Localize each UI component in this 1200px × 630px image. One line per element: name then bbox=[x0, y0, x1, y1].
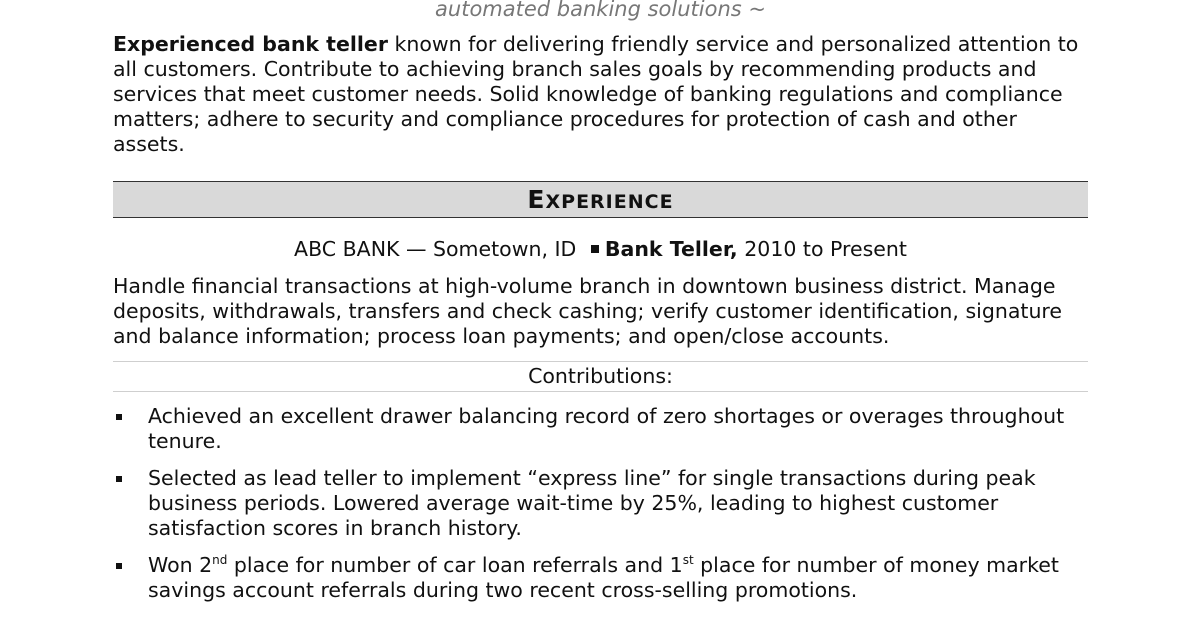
contribution-text-part: place for number of money market savings account referrals during two recent cross-selling promotions. bbox=[148, 553, 1059, 602]
contributions-list bbox=[113, 404, 1088, 603]
contribution-text-part: Won 2 bbox=[148, 553, 213, 577]
ordinal-suffix: nd bbox=[212, 553, 228, 567]
ordinal-suffix: st bbox=[682, 553, 694, 567]
summary-text: known for delivering friendly service and personalized attention to all customers. Contribute to achieving branch sales goals by recommending products and services that meet customer needs. Solid knowledge of banking regulations and compliance matters; adhere to security and compliance procedures for protection of cash and other assets. bbox=[113, 32, 1079, 156]
contribution-text: Selected as lead teller to implement “express line” for single transactions during peak business periods. Lowered average wait-time by 25%, leading to highest customer satisfaction scores in branch history. bbox=[148, 466, 1036, 540]
employer-location: ABC BANK — Sometown, ID bbox=[294, 237, 577, 261]
job-heading bbox=[113, 237, 1088, 262]
contributions-header: Contributions: bbox=[113, 361, 1088, 392]
tagline: automated banking solutions ~ bbox=[435, 0, 766, 21]
experience-section-header bbox=[113, 181, 1088, 218]
contribution-text: Achieved an excellent drawer balancing record of zero shortages or overages throughout tenure. bbox=[148, 404, 1065, 453]
square-bullet-icon bbox=[116, 414, 122, 420]
job-dates: 2010 to Present bbox=[737, 237, 907, 261]
list-item bbox=[113, 404, 1088, 454]
section-title-cap: E bbox=[527, 185, 546, 214]
summary-lead: Experienced bank teller bbox=[113, 32, 388, 56]
list-item bbox=[113, 466, 1088, 541]
resume-page bbox=[113, 0, 1088, 615]
square-bullet-icon bbox=[116, 476, 122, 482]
contribution-text-part: place for number of car loan referrals and 1 bbox=[227, 553, 683, 577]
job-description: Handle financial transactions at high-volume branch in downtown business district. Manage deposits, withdrawals, transfers and check cashing; verify customer identification, signature and balance information; process loan payments; and open/close accounts. bbox=[113, 274, 1063, 348]
square-bullet-icon bbox=[591, 245, 599, 253]
list-item bbox=[113, 553, 1088, 603]
job-role: Bank Teller, bbox=[604, 237, 738, 261]
section-title-rest: XPERIENCE bbox=[545, 191, 674, 213]
section-title bbox=[527, 185, 673, 214]
square-bullet-icon bbox=[116, 563, 122, 569]
professional-summary bbox=[113, 32, 1088, 157]
